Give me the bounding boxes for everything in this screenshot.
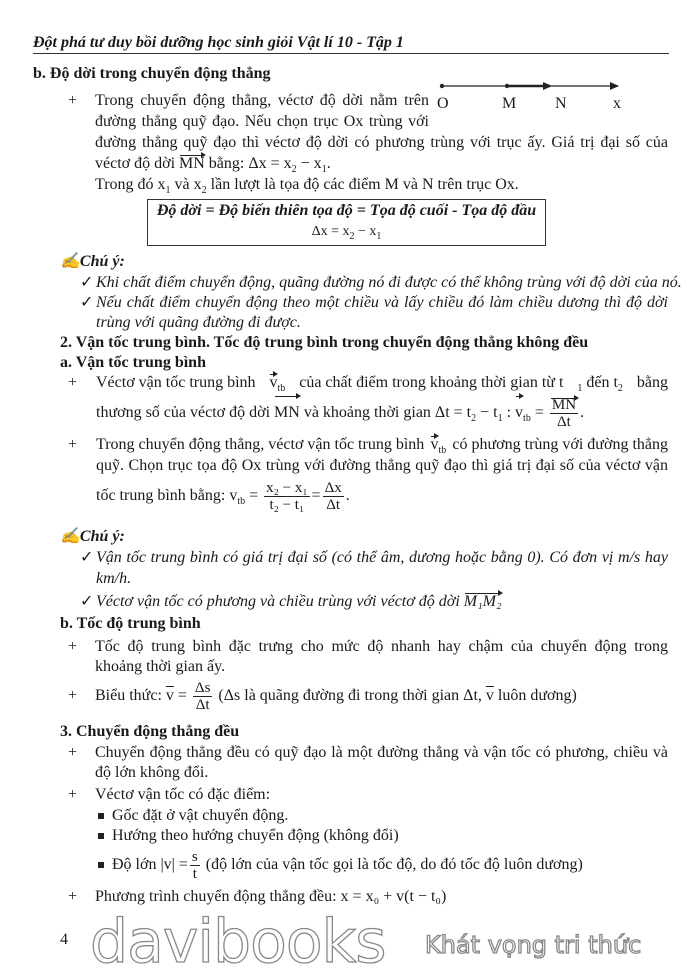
- label-m: M: [502, 95, 517, 112]
- page-number: 4: [60, 931, 68, 948]
- text-line: Trong đó $x_1$ và $x_2$ lần lượt là tọa độ các điểm M và N trên trục Ox.: [95, 176, 519, 197]
- point-o: [440, 84, 444, 88]
- list-item: Hướng theo hướng chuyển động (không đổi): [112, 827, 399, 844]
- square-bullet-icon: [98, 833, 104, 839]
- note-item: Nếu chất điểm chuyển động theo một chiều và lấy chiều đó làm chiều dương thì độ dời: [96, 294, 668, 311]
- text-line: quỹ. Chọn trục tọa độ Ox trùng với đường thẳng quỹ đạo thì giá trị đại số của véctơ vận: [96, 457, 668, 474]
- bullet-plus: +: [68, 436, 78, 453]
- bullet-plus: +: [68, 687, 78, 704]
- text-line: độ lớn không đổi.: [95, 764, 209, 781]
- running-header: Đột phá tư duy bồi dưỡng học sinh giỏi Vật lí 10 - Tập 1: [33, 34, 404, 51]
- label-o: O: [437, 95, 449, 112]
- text-line: Chuyển động thẳng đều có quỹ đạo là một đường thẳng và vận tốc có phương, chiều và: [95, 744, 668, 761]
- check-icon: ✓: [80, 549, 94, 566]
- check-icon: ✓: [80, 274, 94, 291]
- bullet-plus: +: [68, 374, 78, 391]
- text-line: véctơ độ dời MN bằng: $\Delta x = x_2 - x_1$.: [95, 155, 331, 176]
- text-line: đường thẳng quỹ đạo. Nếu chọn trục Ox trùng với: [95, 113, 429, 130]
- text-line: đường thẳng quỹ đạo thì véctơ độ dời có phương trùng với trục ấy. Giá trị đại số của: [95, 134, 668, 151]
- fraction: $\frac{MN}{\Delta t}$: [551, 396, 577, 430]
- section-title: b. Độ dời trong chuyển động thẳng: [33, 65, 271, 82]
- bullet-plus: +: [68, 638, 78, 655]
- vector-arrowhead: [543, 82, 552, 90]
- square-bullet-icon: [98, 862, 104, 868]
- text-line: Phương trình chuyển động thẳng đều: x = x₀ + v(t − t₀): [95, 888, 447, 905]
- bullet-plus: +: [68, 744, 78, 761]
- text-line: Véctơ vận tốc trung bình $v_{tb}$ của chất điểm trong khoảng thời gian từ t $_1$ đến $t_2$ bằng: [96, 374, 668, 395]
- bullet-plus: +: [68, 888, 78, 905]
- text-line: thương số của véctơ độ dời MN và khoảng thời gian $\Delta t = t_2 - t_1$ : $v_{tb}$ = $\frac{MN}{\Delta t}$ .: [96, 396, 585, 430]
- text-line: khoảng thời gian ấy.: [95, 658, 226, 675]
- section-title: 3. Chuyển động thẳng đều: [60, 723, 240, 740]
- check-icon: ✓: [80, 294, 94, 311]
- formula-math: $\Delta x = x_2 - x_1$: [311, 224, 382, 242]
- note-item: trùng với quãng đường đi được.: [96, 314, 301, 331]
- axis-arrowhead: [610, 82, 619, 90]
- text-line: Biểu thức: $\overline{v}$ = $\frac{\Delta s}{\Delta t}$ (Δs là quãng đường đi trong thời gian Δt, $\overline{v}$ luôn dương): [95, 679, 577, 713]
- label-x: x: [613, 95, 621, 112]
- note-label: ✍Chú ý:: [60, 253, 125, 270]
- note-item: Vận tốc trung bình có giá trị đại số (có thể âm, dương hoặc bằng 0). Có đơn vị m/s hay: [96, 549, 668, 566]
- note-item: Véctơ vận tốc có phương và chiều trùng với véctơ độ dời M₁M₂: [96, 593, 502, 610]
- vector-mn: MN: [179, 155, 205, 172]
- text-line: tốc trung bình bằng: $v_{tb}$ = $\frac{\text{x₂ − x₁}}{\text{t₂ − t₁}}$ = $\frac{\Delta x}{\Delta t}$ .: [96, 479, 350, 513]
- note-item: Khi chất điểm chuyển động, quãng đường nó đi được có thể không trùng với độ dời của nó.: [96, 274, 682, 291]
- list-item: Độ lớn |v| = $\frac{s}{t}$ (độ lớn của vận tốc gọi là tốc độ, do đó tốc độ luôn dương): [112, 848, 583, 882]
- watermark-slogan: Khát vọng tri thức: [425, 931, 642, 959]
- text-line: Trong chuyển động thẳng, véctơ vận tốc trung bình $v_{tb}$ có phương trùng với đường thẳng: [96, 436, 668, 457]
- axis-diagram: [435, 80, 635, 92]
- check-icon: ✓: [80, 593, 94, 610]
- point-m: [505, 84, 509, 88]
- bullet-plus: +: [68, 786, 78, 803]
- text-line: Véctơ vận tốc có đặc điểm:: [95, 786, 271, 803]
- watermark-logo: davibooks: [90, 907, 386, 977]
- square-bullet-icon: [98, 813, 104, 819]
- subsection-title: a. Vận tốc trung bình: [60, 354, 206, 371]
- formula-text: Độ dời = Độ biến thiên tọa độ = Tọa độ cuối - Tọa độ đầu: [156, 202, 537, 219]
- label-n: N: [555, 95, 567, 112]
- text-line: Tốc độ trung bình đặc trưng cho mức độ nhanh hay chậm của chuyển động trong: [95, 638, 668, 655]
- note-label: ✍Chú ý:: [60, 528, 125, 545]
- list-item: Gốc đặt ở vật chuyển động.: [112, 807, 289, 824]
- bullet-plus: +: [68, 92, 78, 109]
- text-line: Trong chuyển động thẳng, véctơ độ dời nằm trên: [95, 92, 429, 109]
- header-rule: [33, 53, 669, 54]
- subsection-title: b. Tốc độ trung bình: [60, 615, 201, 632]
- section-title: 2. Vận tốc trung bình. Tốc độ trung bình trong chuyển động thẳng không đều: [60, 334, 589, 351]
- note-item: km/h.: [96, 570, 132, 587]
